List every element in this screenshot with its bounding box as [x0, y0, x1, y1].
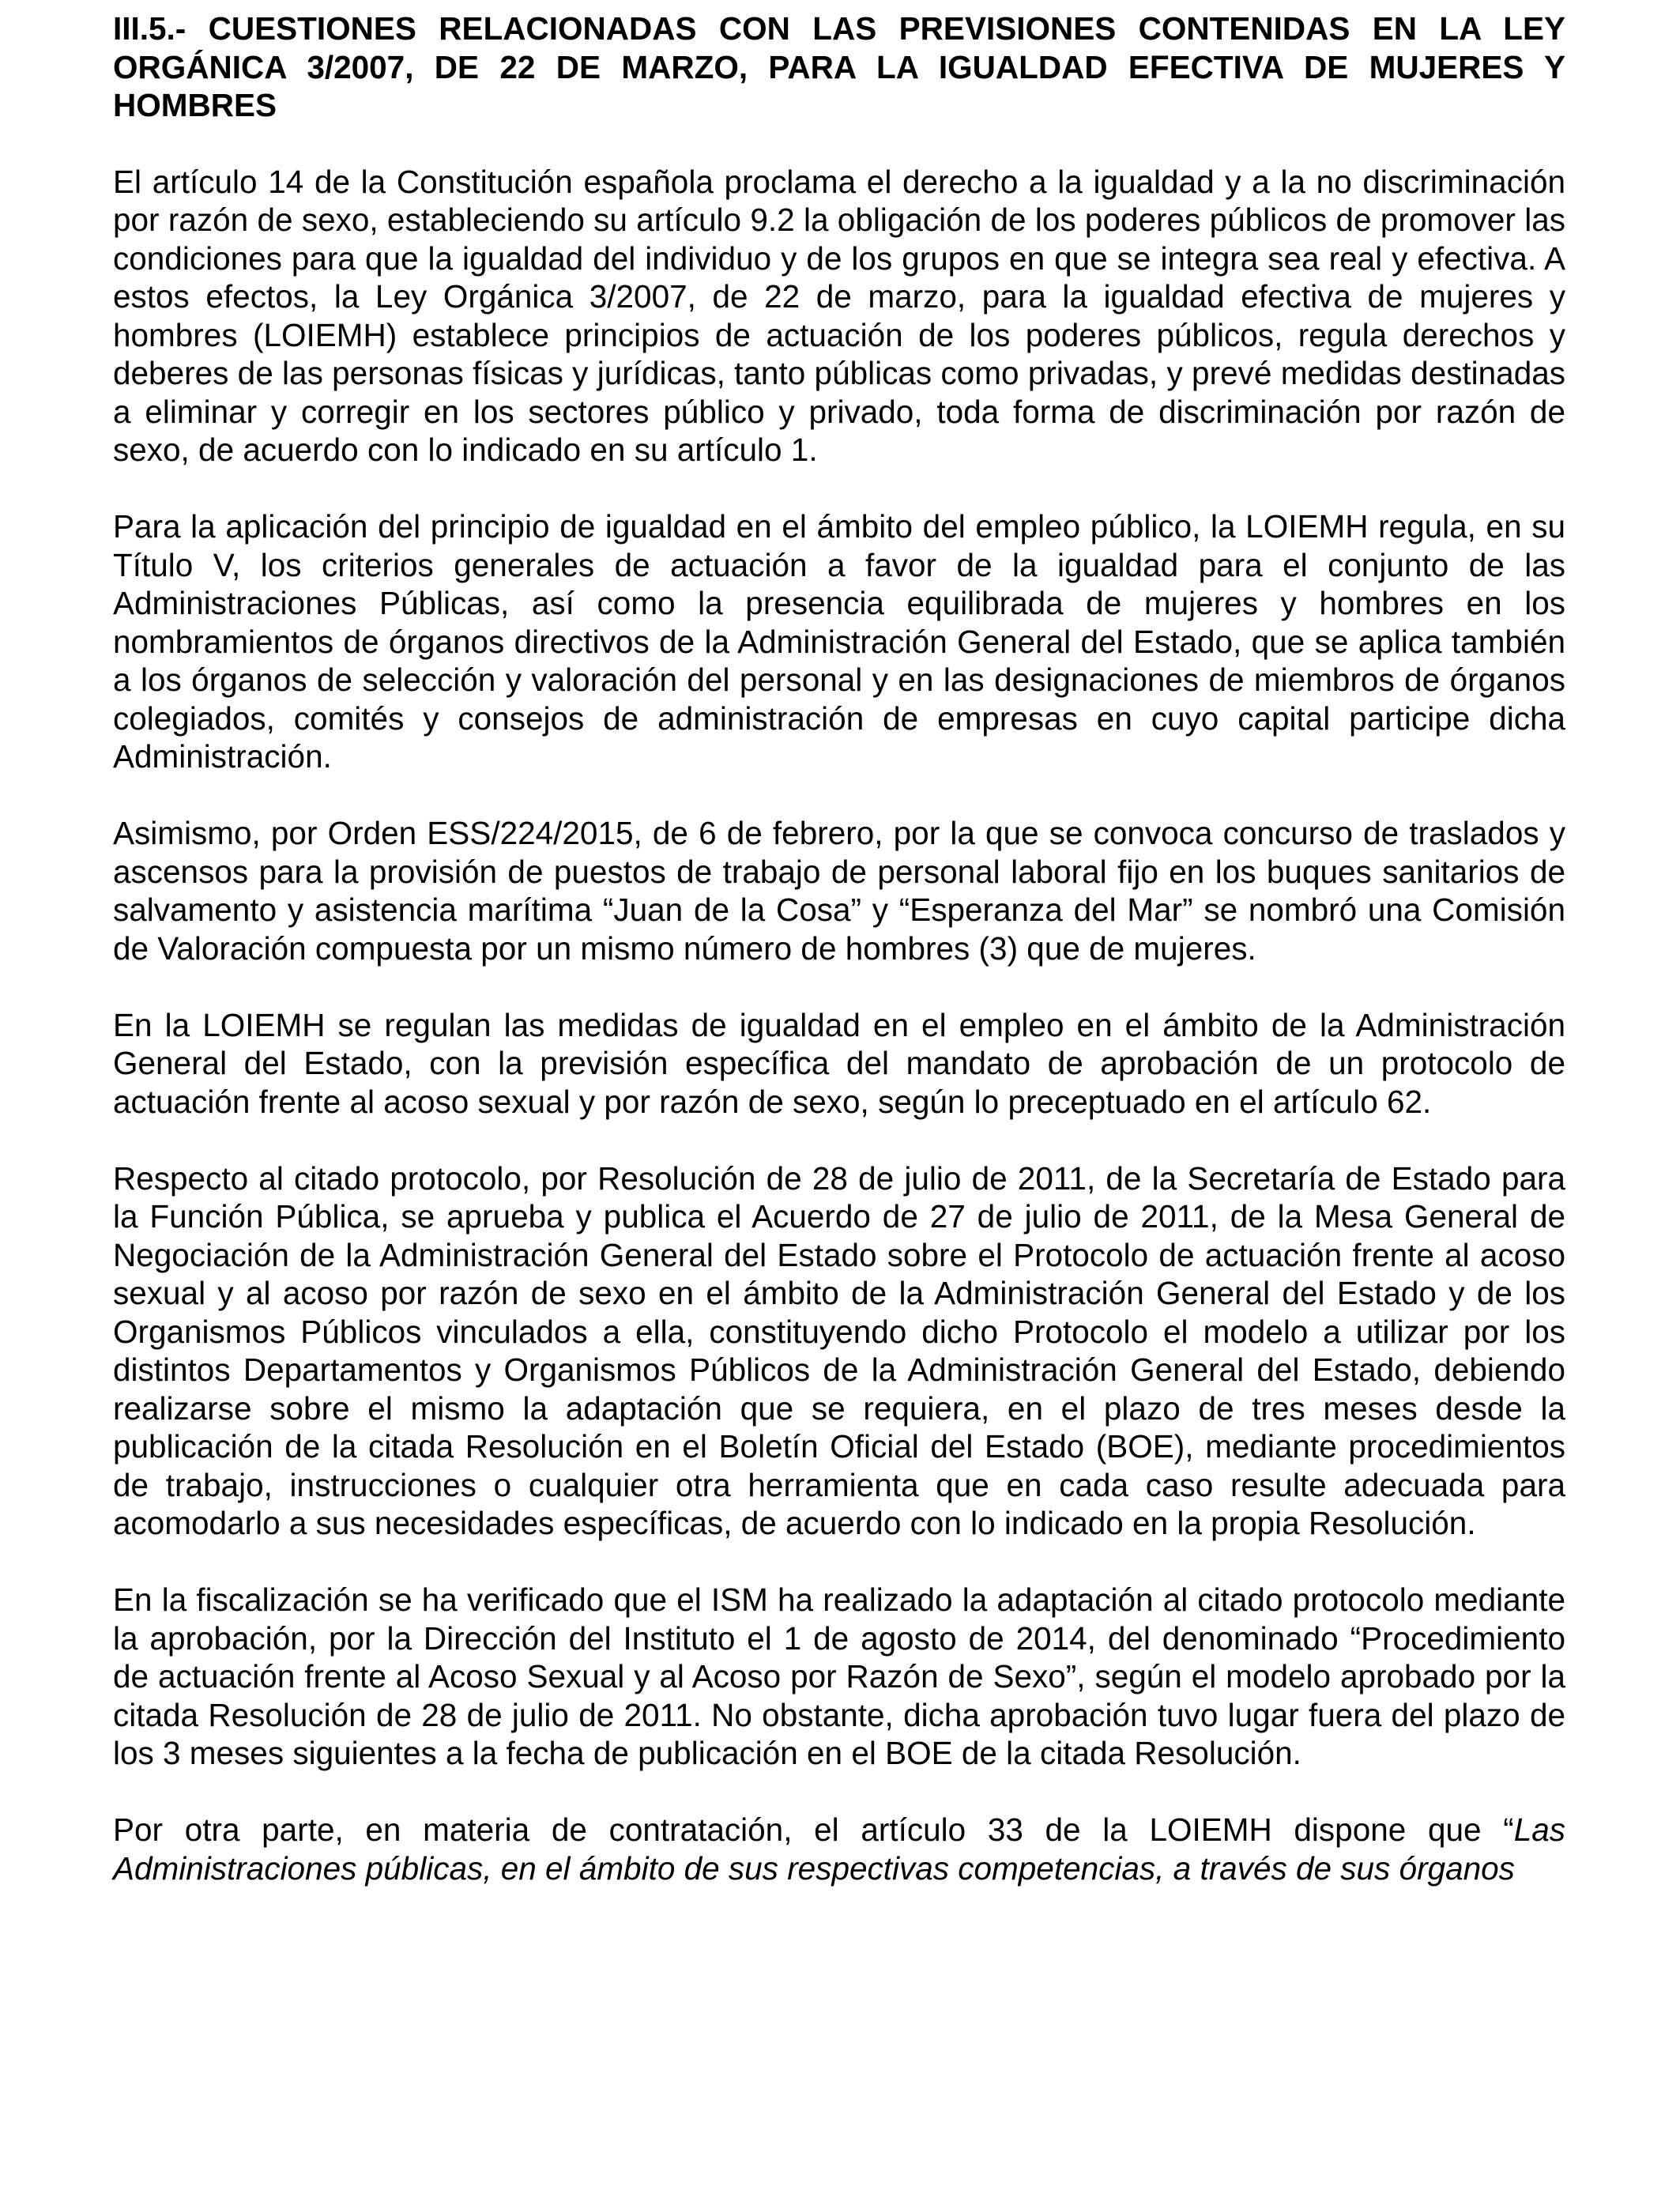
paragraph-contracting-quote: Las Administraciones públicas, en el ámbito de sus respectivas competencias, a través de sus órganos: [113, 1811, 1565, 1887]
paragraph-contracting-intro: Por otra parte, en materia de contratación, el artículo 33 de la LOIEMH dispone que “: [113, 1811, 1514, 1848]
paragraph-constitution: El artículo 14 de la Constitución española proclama el derecho a la igualdad y a la no discriminación por razón de sexo, estableciendo su artículo 9.2 la obligación de los poderes públicos de promover las condiciones para que la igualdad del individuo y de los grupos en que se integra sea real y efectiva. A estos efectos, la Ley Orgánica 3/2007, de 22 de marzo, para la igualdad efectiva de mujeres y hombres (LOIEMH) establece principios de actuación de los poderes públicos, regula derechos y deberes de las personas físicas y jurídicas, tanto públicas como privadas, y prevé medidas destinadas a eliminar y corregir en los sectores público y privado, toda forma de discriminación por razón de sexo, de acuerdo con lo indicado en su artículo 1.: [113, 163, 1565, 468]
paragraph-employment: Para la aplicación del principio de igualdad en el ámbito del empleo público, la LOIEMH regula, en su Título V, los criterios generales de actuación a favor de la igualdad para el conjunto de las Administraciones Públicas, así como la presencia equilibrada de mujeres y hombres en los nombramientos de órganos directivos de la Administración General del Estado, que se aplica también a los órganos de selección y valoración del personal y en las designaciones de miembros de órganos colegiados, comités y consejos de administración de empresas en cuyo capital participe dicha Administración.: [113, 508, 1565, 775]
document-page: [113, 9, 1565, 1887]
paragraph-order-ess: Asimismo, por Orden ESS/224/2015, de 6 de febrero, por la que se convoca concurso de traslados y ascensos para la provisión de puestos de trabajo de personal laboral fijo en los buques sanitarios de salvamento y asistencia marítima “Juan de la Cosa” y “Esperanza del Mar” se nombró una Comisión de Valoración compuesta por un mismo número de hombres (3) que de mujeres.: [113, 815, 1565, 967]
paragraph-contracting: [113, 1811, 1565, 1887]
section-heading: III.5.- CUESTIONES RELACIONADAS CON LAS PREVISIONES CONTENIDAS EN LA LEY ORGÁNICA 3/2007, DE 22 DE MARZO, PARA LA IGUALDAD EFECTIVA DE MUJERES Y HOMBRES: [113, 10, 1565, 123]
paragraph-loiemh-measures: En la LOIEMH se regulan las medidas de igualdad en el empleo en el ámbito de la Administración General del Estado, con la previsión específica del mandato de aprobación de un protocolo de actuación frente al acoso sexual y por razón de sexo, según lo preceptuado en el artículo 62.: [113, 1006, 1565, 1120]
paragraph-protocol: Respecto al citado protocolo, por Resolución de 28 de julio de 2011, de la Secretaría de Estado para la Función Pública, se aprueba y publica el Acuerdo de 27 de julio de 2011, de la Mesa General de Negociación de la Administración General del Estado sobre el Protocolo de actuación frente al acoso sexual y al acoso por razón de sexo en el ámbito de la Administración General del Estado y de los Organismos Públicos vinculados a ella, constituyendo dicho Protocolo el modelo a utilizar por los distintos Departamentos y Organismos Públicos de la Administración General del Estado, debiendo realizarse sobre el mismo la adaptación que se requiera, en el plazo de tres meses desde la publicación de la citada Resolución en el Boletín Oficial del Estado (BOE), mediante procedimientos de trabajo, instrucciones o cualquier otra herramienta que en cada caso resulte adecuada para acomodarlo a sus necesidades específicas, de acuerdo con lo indicado en la propia Resolución.: [113, 1159, 1565, 1541]
paragraph-audit: En la fiscalización se ha verificado que el ISM ha realizado la adaptación al citado protocolo mediante la aprobación, por la Dirección del Instituto el 1 de agosto de 2014, del denominado “Procedimiento de actuación frente al Acoso Sexual y al Acoso por Razón de Sexo”, según el modelo aprobado por la citada Resolución de 28 de julio de 2011. No obstante, dicha aprobación tuvo lugar fuera del plazo de los 3 meses siguientes a la fecha de publicación en el BOE de la citada Resolución.: [113, 1581, 1565, 1771]
